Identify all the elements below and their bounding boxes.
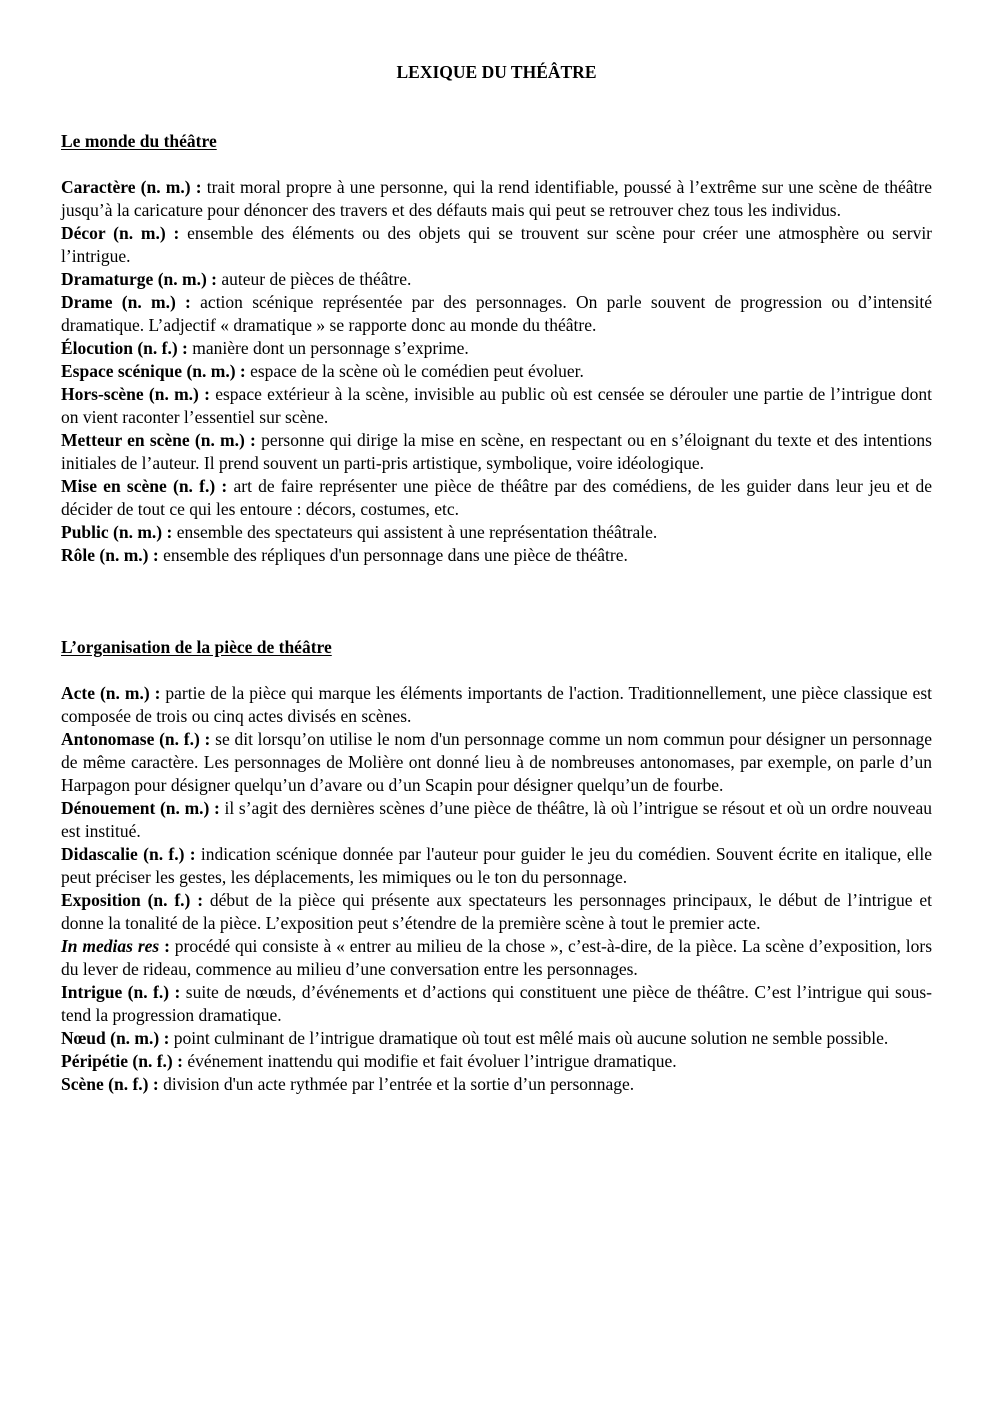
glossary-term-grammar: (n. m.) :	[135, 177, 202, 197]
glossary-entry	[61, 797, 932, 843]
glossary-definition: personne qui dirige la mise en scène, en respectant ou en s’éloignant du texte et des intentions initiales de l’auteur. Il prend souvent un parti-pris artistique, symbolique, voire idéologique.	[61, 430, 932, 473]
glossary-entry	[61, 176, 932, 222]
glossary-term-grammar: (n. m.) :	[153, 269, 217, 289]
glossary-term: Drame	[61, 292, 113, 312]
glossary-entry	[61, 337, 932, 360]
glossary-term: Exposition	[61, 890, 141, 910]
glossary-term-grammar: (n. m.) :	[105, 223, 180, 243]
glossary-term: Mise en scène	[61, 476, 167, 496]
glossary-entry	[61, 935, 932, 981]
glossary-term-grammar: (n. f.) :	[132, 338, 188, 358]
glossary-definition: art de faire représenter une pièce de théâtre par des comédiens, de les guider dans leur jeu et de décider de tout ce qui les entoure : décors, costumes, etc.	[61, 476, 932, 519]
glossary-term: Metteur en scène	[61, 430, 190, 450]
glossary-term-grammar: (n. m.) :	[95, 545, 159, 565]
glossary-term: Hors-scène	[61, 384, 144, 404]
glossary-term-grammar: (n. f.) :	[154, 729, 211, 749]
glossary-term: Dénouement	[61, 798, 156, 818]
glossary-entry	[61, 1073, 932, 1096]
glossary-definition: action scénique représentée par des personnages. On parle souvent de progression ou d’intensité dramatique. L’adjectif « dramatique » se rapporte donc au monde du théâtre.	[61, 292, 932, 335]
glossary-definition: trait moral propre à une personne, qui la rend identifiable, poussé à l’extrême sur une scène de théâtre jusqu’à la caricature pour dénoncer des travers et des défauts mais qui peut se retrouver chez tous les individus.	[61, 177, 933, 220]
glossary-definition: espace de la scène où le comédien peut évoluer.	[245, 361, 584, 381]
glossary-definition: procédé qui consiste à « entrer au milieu de la chose », c’est-à-dire, de la pièce. La scène d’exposition, lors du lever de rideau, commence au milieu d’une conversation entre les personnages.	[61, 936, 933, 979]
glossary-definition: auteur de pièces de théâtre.	[217, 269, 412, 289]
glossary-term-grammar: :	[159, 936, 170, 956]
glossary-list	[61, 682, 932, 1096]
glossary-entry	[61, 222, 932, 268]
glossary-entry	[61, 268, 932, 291]
glossary-term: Intrigue	[61, 982, 123, 1002]
glossary-term-grammar: (n. f.) :	[166, 476, 228, 496]
glossary-entry	[61, 889, 932, 935]
glossary-definition: partie de la pièce qui marque les éléments importants de l'action. Traditionnellement, une pièce classique est composée de trois ou cinq actes divisés en scènes.	[61, 683, 932, 726]
glossary-definition: division d'un acte rythmée par l’entrée et la sortie d’un personnage.	[158, 1074, 635, 1094]
glossary-entry	[61, 383, 932, 429]
glossary-definition: ensemble des éléments ou des objets qui se trouvent sur scène pour créer une atmosphère ou servir l’intrigue.	[61, 223, 933, 266]
glossary-term: Nœud	[61, 1028, 106, 1048]
glossary-definition: événement inattendu qui modifie et fait évoluer l’intrigue dramatique.	[182, 1051, 677, 1071]
section-heading: L’organisation de la pièce de théâtre	[61, 637, 332, 657]
glossary-term-grammar: (n. m.) :	[95, 683, 161, 703]
glossary-term-grammar: (n. f.) :	[103, 1074, 159, 1094]
glossary-definition: point culminant de l’intrigue dramatique où tout est mêlé mais où aucune solution ne semble possible.	[169, 1028, 889, 1048]
glossary-term: Rôle	[61, 545, 96, 565]
glossary-entry	[61, 1050, 932, 1073]
glossary-term: Acte	[61, 683, 96, 703]
glossary-entry	[61, 521, 932, 544]
glossary-entry	[61, 360, 932, 383]
glossary-definition: espace extérieur à la scène, invisible au public où est censée se dérouler une partie de l’intrigue dont on vient raconter l’essentiel sur scène.	[61, 384, 932, 427]
glossary-entry	[61, 429, 932, 475]
glossary-term-grammar: (n. f.) :	[122, 982, 181, 1002]
section-organisation-de-la-piece	[61, 636, 932, 1096]
glossary-term: Espace scénique	[61, 361, 183, 381]
glossary-term: Élocution	[61, 338, 133, 358]
glossary-term-grammar: (n. m.) :	[143, 384, 210, 404]
glossary-term: Public	[61, 522, 109, 542]
glossary-definition: début de la pièce qui présente aux spectateurs les personnages principaux, le début de l’intrigue et donne la tonalité de la pièce. L’exposition peut s’étendre de la première scène à tout le premier acte.	[61, 890, 932, 933]
glossary-term-grammar: (n. f.) :	[140, 890, 204, 910]
glossary-term-grammar: (n. f.) :	[128, 1051, 183, 1071]
glossary-term-grammar: (n. m.) :	[189, 430, 256, 450]
glossary-definition: ensemble des répliques d'un personnage dans une pièce de théâtre.	[158, 545, 628, 565]
document-title: LEXIQUE DU THÉÂTRE	[396, 62, 597, 82]
glossary-definition: suite de nœuds, d’événements et d’actions qui constituent une pièce de théâtre. C’est l’intrigue qui sous-tend la progression dramatique.	[61, 982, 933, 1025]
glossary-term-grammar: (n. f.) :	[137, 844, 196, 864]
glossary-term: Décor	[61, 223, 106, 243]
glossary-entry	[61, 728, 932, 797]
glossary-definition: se dit lorsqu’on utilise le nom d'un personnage comme un nom commun pour désigner un personnage de même caractère. Les personnages de Molière ont donné lieu à de nombreuses antonomases, par exemple, on parle d’un Harpagon pour désigner quelqu’un d’avare ou d’un Scapin pour désigner quelqu’un de fourbe.	[61, 729, 933, 795]
section-heading: Le monde du théâtre	[61, 131, 217, 151]
glossary-entry	[61, 1027, 932, 1050]
glossary-term: Dramaturge	[61, 269, 154, 289]
glossary-definition: indication scénique donnée par l'auteur pour guider le jeu du comédien. Souvent écrite en italique, elle peut préciser les gestes, les déplacements, les mimiques ou le ton du personnage.	[61, 844, 932, 887]
glossary-entry	[61, 843, 932, 889]
glossary-term-grammar: (n. m.) :	[105, 1028, 170, 1048]
glossary-entry	[61, 475, 932, 521]
glossary-term: Antonomase	[61, 729, 155, 749]
glossary-definition: manière dont un personnage s’exprime.	[187, 338, 469, 358]
glossary-list	[61, 176, 932, 567]
glossary-term-grammar: (n. m.) :	[155, 798, 220, 818]
section-le-monde-du-theatre	[61, 130, 932, 567]
glossary-definition: il s’agit des dernières scènes d’une pièce de théâtre, là où l’intrigue se résout et où un ordre nouveau est institué.	[61, 798, 933, 841]
glossary-term-grammar: (n. m.) :	[108, 522, 173, 542]
glossary-entry	[61, 544, 932, 567]
glossary-term: Didascalie	[61, 844, 138, 864]
glossary-entry	[61, 291, 932, 337]
glossary-term-grammar: (n. m.) :	[182, 361, 246, 381]
glossary-term: Péripétie	[61, 1051, 129, 1071]
glossary-entry	[61, 981, 932, 1027]
glossary-term: Caractère	[61, 177, 136, 197]
glossary-entry	[61, 682, 932, 728]
glossary-definition: ensemble des spectateurs qui assistent à une représentation théâtrale.	[172, 522, 658, 542]
glossary-term: Scène	[61, 1074, 104, 1094]
glossary-term-grammar: (n. m.) :	[112, 292, 191, 312]
glossary-term: In medias res	[61, 936, 160, 956]
